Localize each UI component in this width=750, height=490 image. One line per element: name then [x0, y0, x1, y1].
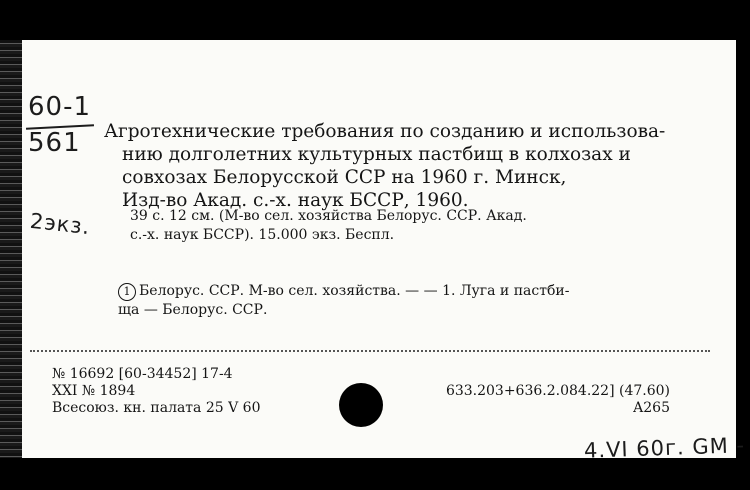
- entry-line: нию долголетних культурных пастбищ в колхозах и: [122, 144, 631, 165]
- author-mark: A265: [633, 400, 670, 416]
- registry-line: № 16692 [60-34452] 17-4: [52, 366, 233, 382]
- subject-tracing: [118, 282, 678, 320]
- registry-line: XXI № 1894: [52, 383, 136, 399]
- classification-code: 633.203+636.2.084.22] (47.60): [445, 383, 670, 399]
- tracing-marker: 1: [118, 283, 136, 301]
- registry-line: Всесоюз. кн. палата 25 V 60: [52, 400, 261, 416]
- handwritten-date-note: 4.VI 60г. GM -: [583, 433, 746, 463]
- registry-info: [52, 366, 261, 417]
- card-edge-strip: [0, 40, 22, 458]
- entry-line: Агротехнические требования по созданию и использова-: [104, 121, 666, 142]
- tracing-line: [118, 282, 678, 301]
- entry-line: Изд-во Акад. с.-х. наук БССР, 1960.: [122, 190, 469, 211]
- imprint-line: 39 с. 12 см. (М-во сел. хозяйства Белорус. ССР. Акад.: [130, 208, 527, 224]
- copies-note: 2экз.: [28, 208, 92, 240]
- classification-info: [446, 383, 670, 417]
- call-number-top: 60-1: [28, 92, 92, 122]
- entry-line: совхозах Белорусской ССР на 1960 г. Минск,: [122, 167, 567, 188]
- tracing-line: ща — Белорус. ССР.: [118, 302, 268, 318]
- call-number-bottom: 561: [28, 128, 81, 158]
- bibliographic-entry: [104, 120, 684, 212]
- dotted-separator: [30, 350, 710, 352]
- imprint-details: [130, 207, 675, 245]
- punch-hole: [339, 383, 383, 427]
- tracing-text: Белорус. ССР. М-во сел. хозяйства. — — 1. Луга и пастби-: [139, 283, 570, 299]
- imprint-line: с.-х. наук БССР). 15.000 экз. Беспл.: [130, 227, 395, 243]
